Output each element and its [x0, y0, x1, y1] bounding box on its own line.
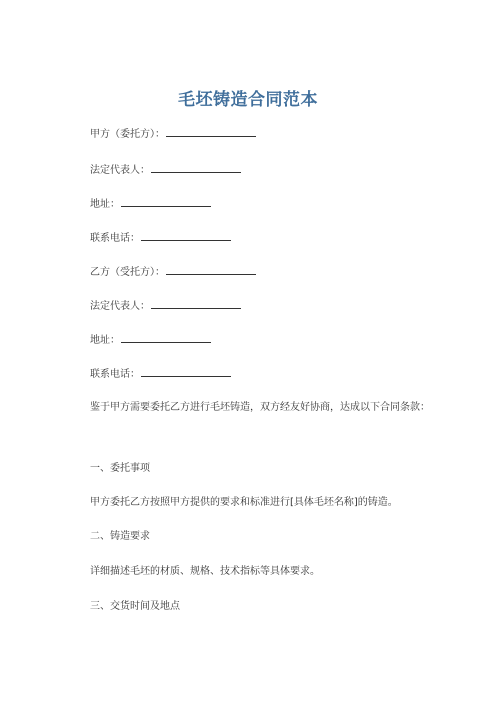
party-a-address-label: 地址：: [90, 199, 120, 210]
party-b-rep-line: [90, 298, 241, 314]
section-heading: 一、委托事项: [90, 463, 150, 474]
party-b-address-label: 地址：: [90, 335, 120, 346]
party-a-rep-line: [90, 162, 241, 178]
party-b-line: [90, 264, 256, 280]
party-a-line: [90, 126, 256, 142]
party-b-blank: [166, 264, 256, 275]
party-b-phone-line: [90, 366, 231, 382]
party-a-rep-blank: [151, 162, 241, 173]
party-a-phone-blank: [141, 230, 231, 241]
party-b-rep-label: 法定代表人：: [90, 301, 150, 312]
section-heading: 三、交货时间及地点: [90, 601, 180, 612]
party-a-rep-label: 法定代表人：: [90, 165, 150, 176]
document-title: 毛坯铸造合同范本: [178, 90, 318, 110]
party-a-address-line: [90, 196, 211, 212]
party-b-label: 乙方（受托方）：: [90, 267, 165, 278]
intro-paragraph: 鉴于甲方需要委托乙方进行毛坯铸造，双方经友好协商，达成以下合同条款：: [90, 402, 430, 413]
party-a-label: 甲方（委托方）：: [90, 129, 165, 140]
party-b-address-line: [90, 332, 211, 348]
party-a-phone-line: [90, 230, 231, 246]
party-a-blank: [166, 126, 256, 137]
section-body: 详细描述毛坯的材质、规格、技术指标等具体要求。: [90, 566, 320, 577]
party-a-phone-label: 联系电话：: [90, 233, 140, 244]
party-b-address-blank: [121, 332, 211, 343]
party-b-phone-label: 联系电话：: [90, 369, 140, 380]
section-body: 甲方委托乙方按照甲方提供的要求和标准进行[具体毛坯名称]的铸造。: [90, 497, 398, 508]
party-b-rep-blank: [151, 298, 241, 309]
section-heading: 二、铸造要求: [90, 531, 150, 542]
party-a-address-blank: [121, 196, 211, 207]
party-b-phone-blank: [141, 366, 231, 377]
